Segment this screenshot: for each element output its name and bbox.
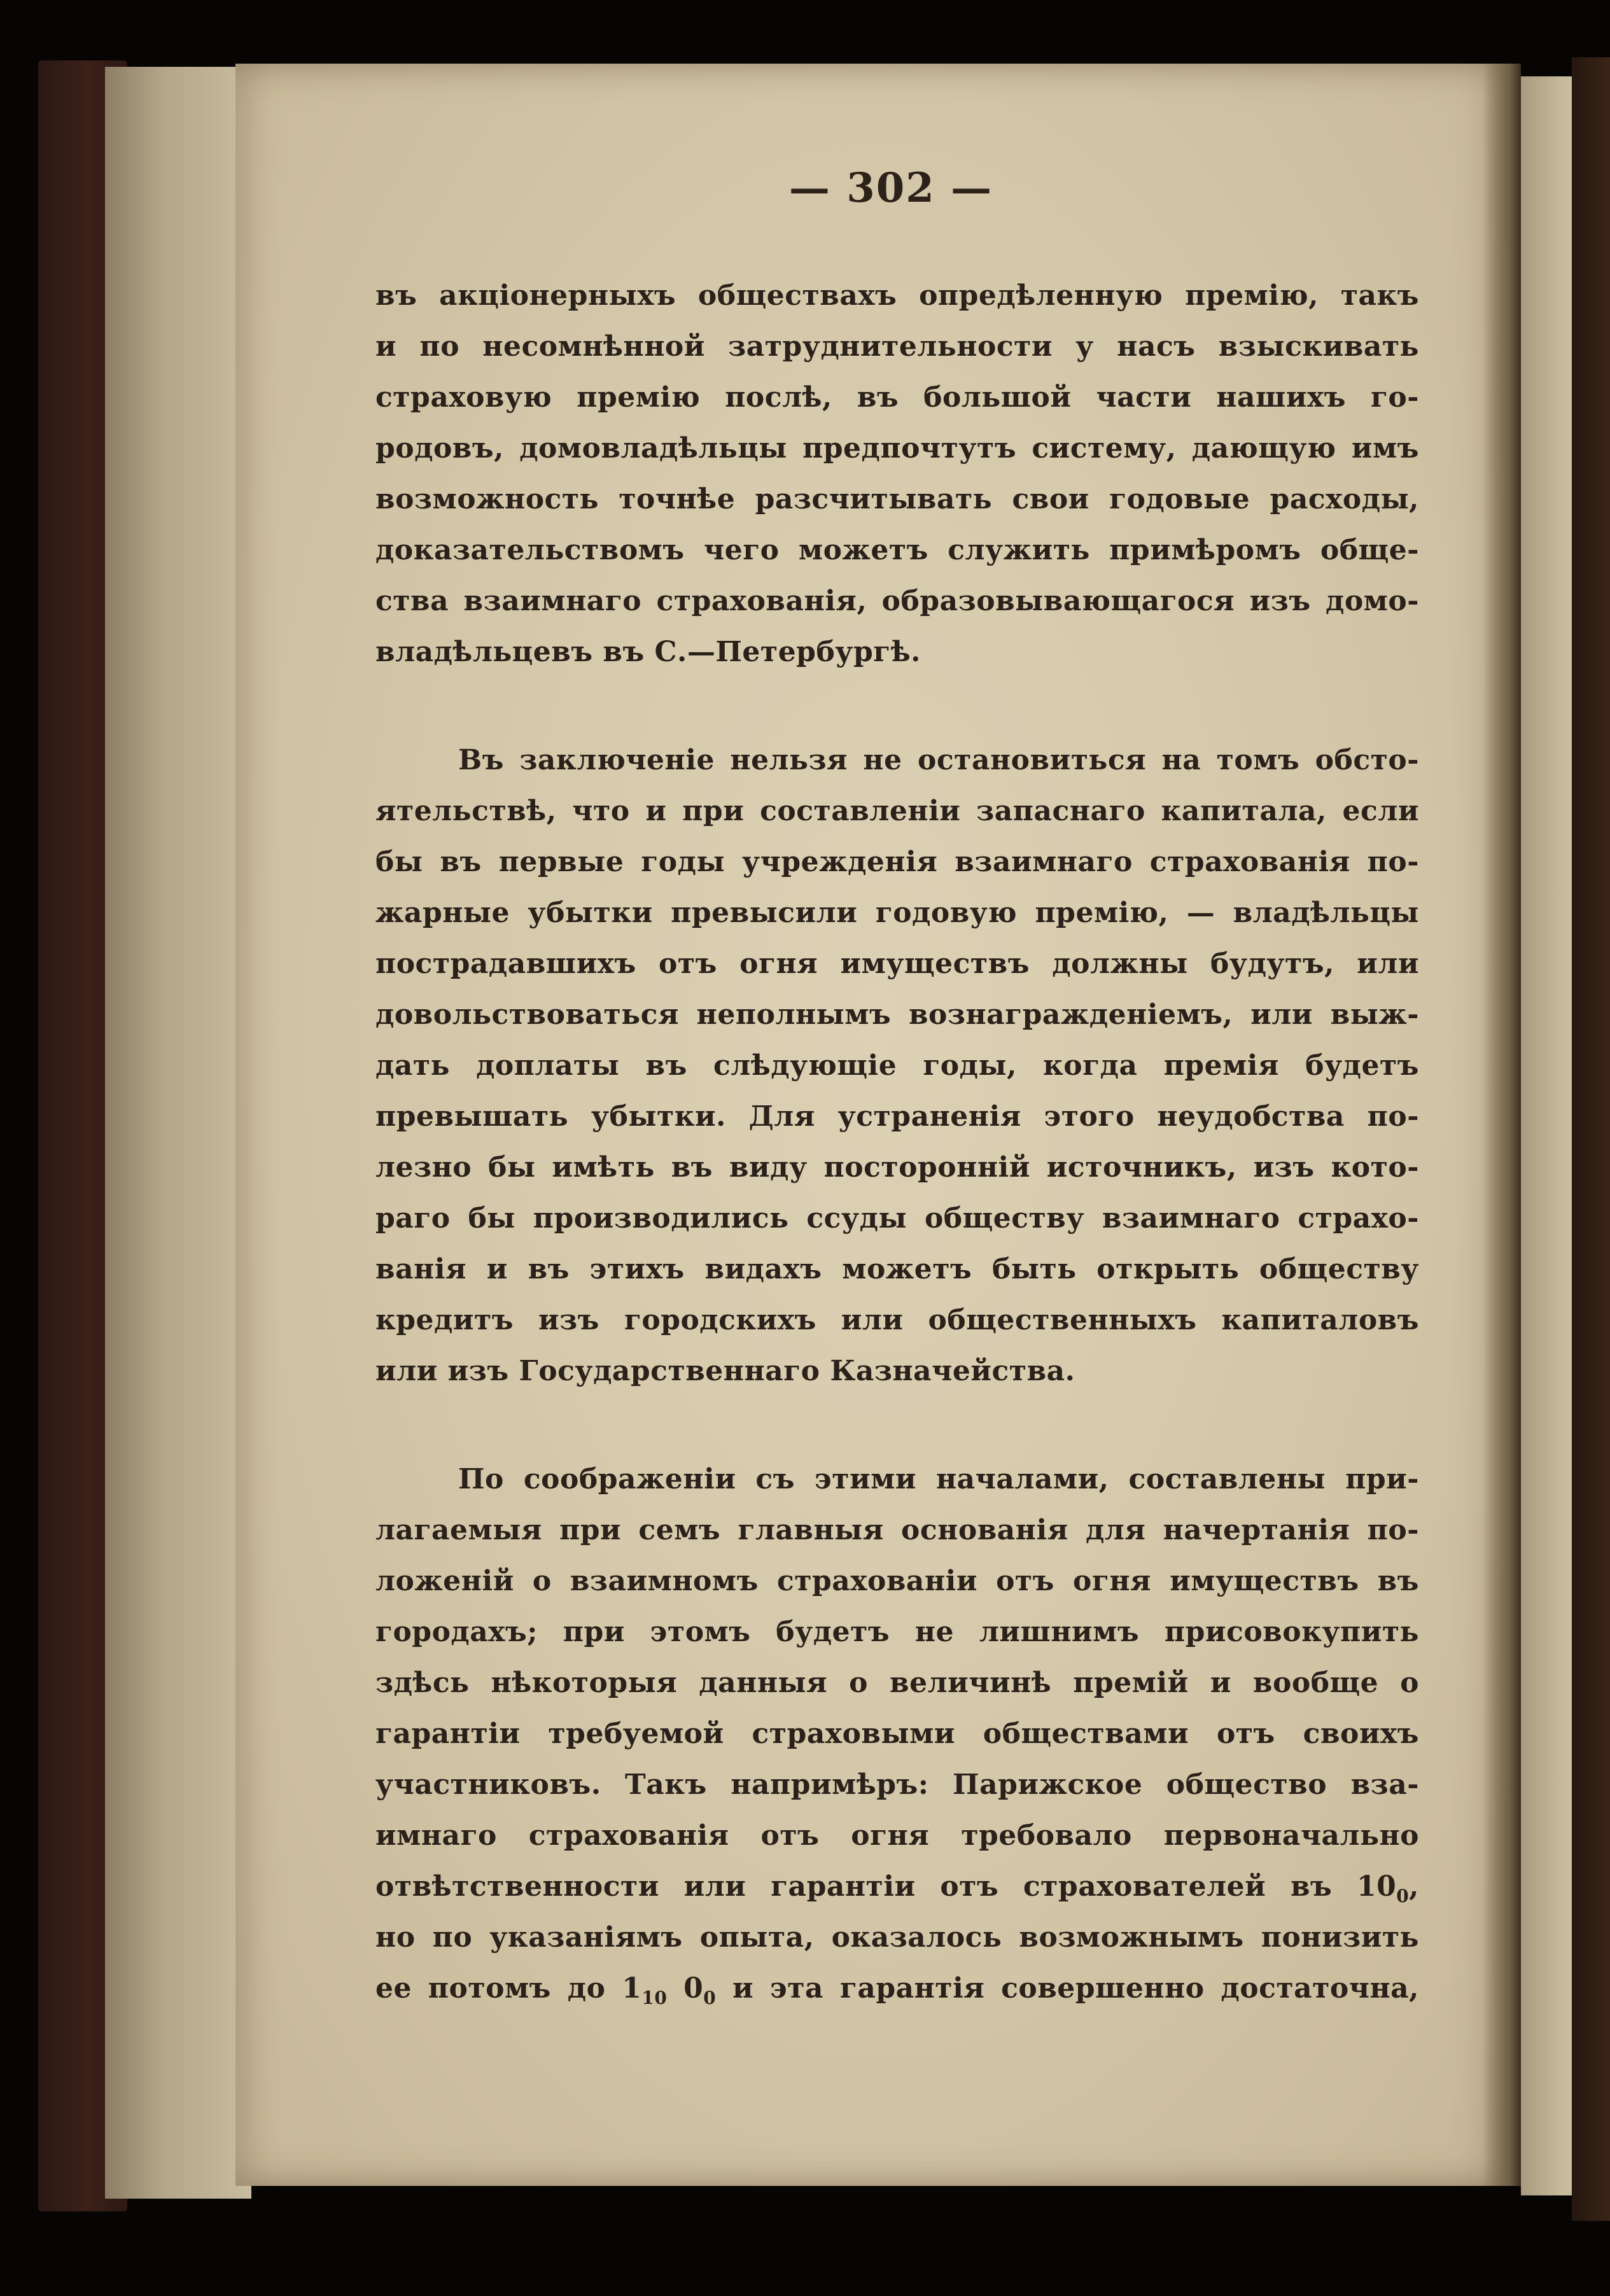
text-line: имнаго страхованія отъ огня требовало первоначально	[375, 1819, 1419, 1852]
text-line: городахъ; при этомъ будетъ не лишнимъ присовокупить	[375, 1616, 1419, 1648]
text-line-main: ее потомъ до 1	[375, 1972, 642, 2005]
text-line: родовъ, домовладѣльцы предпочтутъ систему, дающую имъ	[375, 432, 1419, 465]
text-line: бы въ первые годы учрежденія взаимнаго страхованія по-	[375, 846, 1419, 878]
text-line: доказательствомъ чего можетъ служить примѣромъ обще-	[375, 534, 1419, 566]
percent-subscript: 0	[1396, 1885, 1410, 1907]
text-line: ятельствѣ, что и при составленіи запаснаго капитала, если	[375, 795, 1419, 827]
book-cover-right	[1572, 57, 1610, 2221]
text-line: пострадавшихъ отъ огня имуществъ должны будутъ, или	[375, 948, 1419, 980]
text-line: ложеній о взаимномъ страхованіи отъ огня имуществъ въ	[375, 1565, 1419, 1597]
text-line: владѣльцевъ въ С.—Петербургѣ.	[375, 636, 921, 668]
text-line: здѣсь нѣкоторыя данныя о величинѣ премій и вообще о	[375, 1667, 1419, 1699]
text-line-main: отвѣтственности или гарантіи отъ страхователей въ 10	[375, 1870, 1397, 1903]
text-line-tail: ,	[1409, 1870, 1419, 1903]
text-line: гарантіи требуемой страховыми обществами отъ своихъ	[375, 1718, 1419, 1750]
text-line: и по несомнѣнной затруднительности у насъ взыскивать	[375, 330, 1419, 363]
text-line: По соображеніи съ этими началами, составлены при-	[458, 1463, 1419, 1495]
text-line: въ акціонерныхъ обществахъ опредѣленную премію, такъ	[375, 279, 1419, 312]
text-line: возможность точнѣе разсчитывать свои годовые расходы,	[375, 483, 1419, 515]
text-line: жарные убытки превысили годовую премію, — владѣльцы	[375, 897, 1419, 929]
text-line: страховую премію послѣ, въ большой части нашихъ го-	[375, 381, 1419, 414]
text-line: лагаемыя при семъ главныя основанія для начертанія по-	[375, 1514, 1419, 1546]
text-line	[375, 1970, 1419, 2008]
text-line-tail: и эта гарантія совершенно достаточна,	[716, 1972, 1419, 2005]
fraction-tail-number: 0	[683, 1972, 704, 2005]
text-line	[375, 1868, 1419, 1906]
text-line: участниковъ. Такъ напримѣръ: Парижское общество вза-	[375, 1768, 1419, 1801]
text-line: дать доплаты въ слѣдующіе годы, когда премія будетъ	[375, 1049, 1419, 1082]
text-line: довольствоваться неполнымъ вознагражденіемъ, или выж-	[375, 998, 1419, 1031]
fraction-subscript: 10	[641, 1987, 668, 2008]
text-line: лезно бы имѣть въ виду посторонній источникъ, изъ кото-	[375, 1151, 1419, 1184]
page-stack-edge	[105, 67, 251, 2199]
fraction-tail-subscript: 0	[703, 1987, 717, 2008]
text-line: но по указаніямъ опыта, оказалось возможнымъ понизить	[375, 1921, 1419, 1954]
page-number: — 302 —	[788, 164, 993, 212]
text-line: Въ заключеніе нельзя не остановиться на томъ обсто-	[458, 744, 1419, 776]
text-line: кредитъ изъ городскихъ или общественныхъ капиталовъ	[375, 1304, 1419, 1336]
text-line: раго бы производились ссуды обществу взаимнаго страхо-	[375, 1202, 1419, 1235]
text-line: или изъ Государственнаго Казначейства.	[375, 1355, 1075, 1387]
text-line: ства взаимнаго страхованія, образовывающагося изъ домо-	[375, 585, 1419, 617]
page-gutter-shadow	[1483, 64, 1521, 2186]
text-line: ванія и въ этихъ видахъ можетъ быть открыть обществу	[375, 1253, 1419, 1285]
text-line: превышать убытки. Для устраненія этого неудобства по-	[375, 1100, 1419, 1133]
